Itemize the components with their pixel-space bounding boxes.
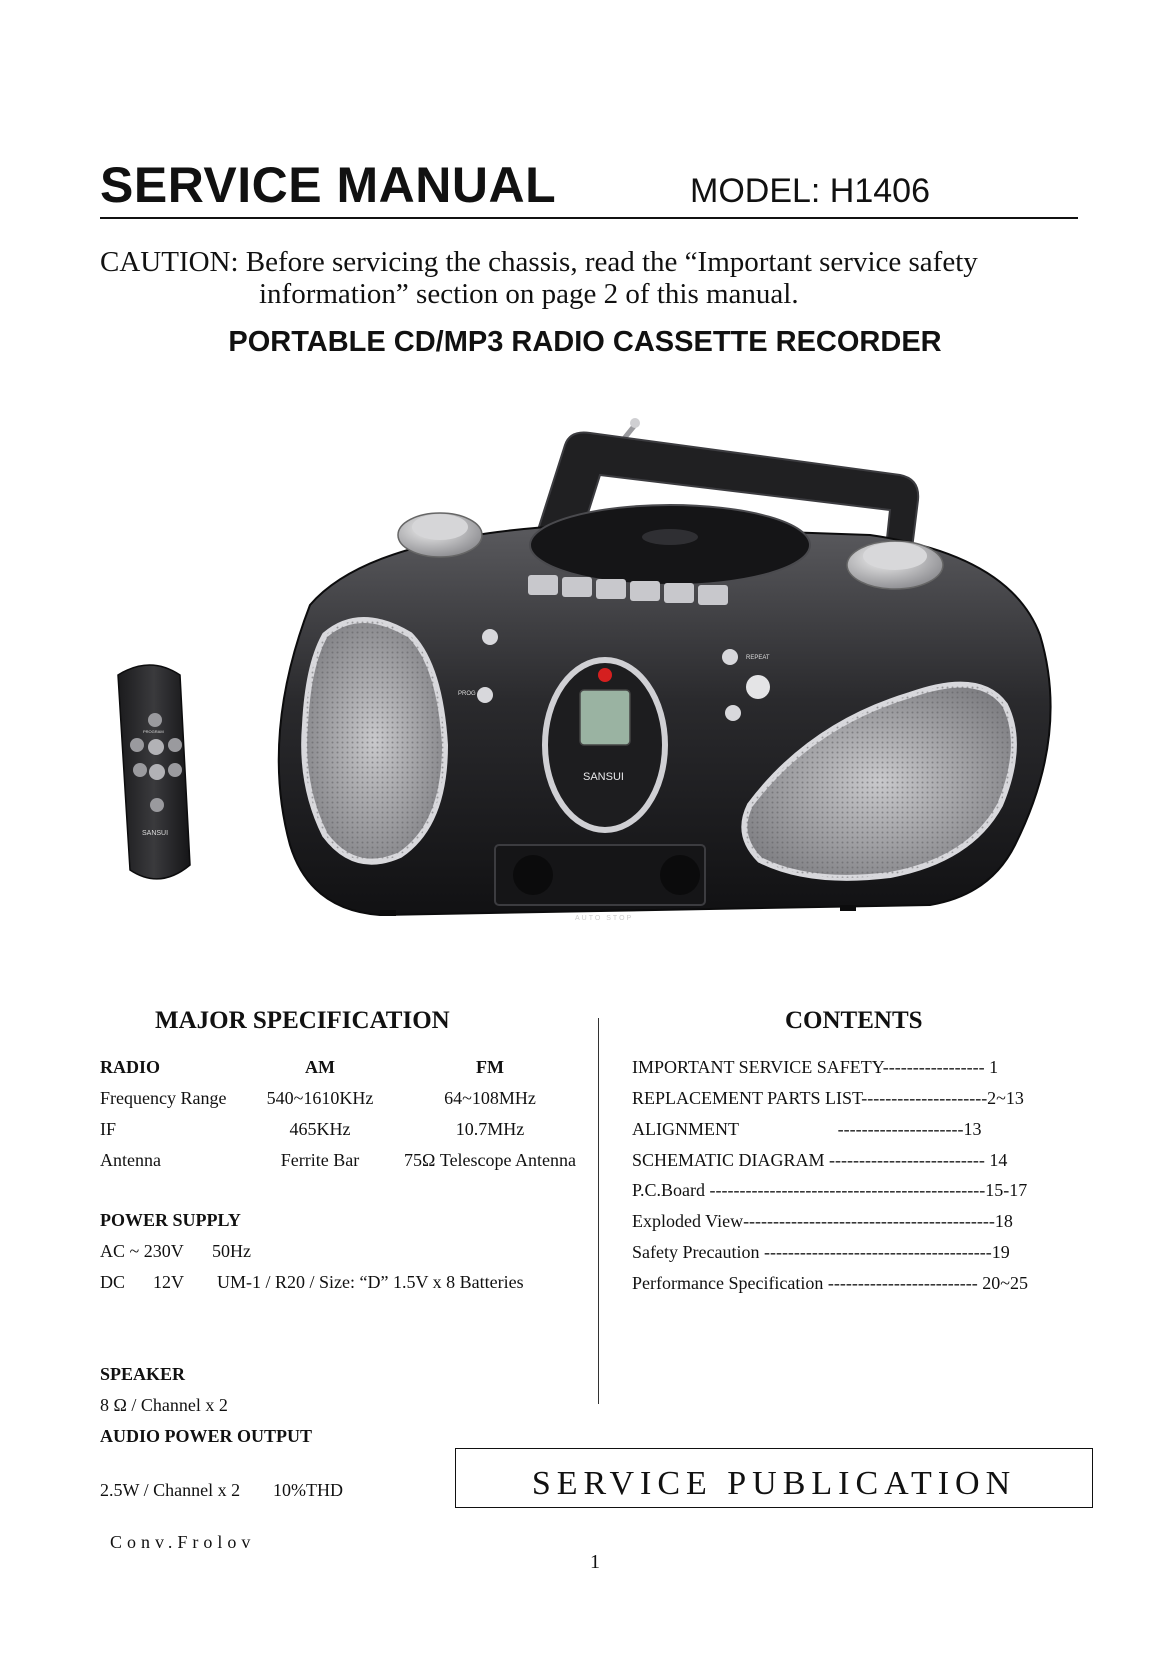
table-row-if-fm: 10.7MHz (455, 1119, 525, 1139)
title-rule (100, 217, 1078, 219)
table-row-if-am: 465KHz (289, 1119, 351, 1139)
dc-batteries: UM-1 / R20 / Size: “D” 1.5V x 8 Batteries (217, 1272, 524, 1292)
table-row-frequency-am: 540~1610KHz (266, 1088, 374, 1108)
radio-col-label: RADIO (100, 1057, 161, 1077)
caution-line-1: CAUTION: Before servicing the chassis, read the “Important service safety (100, 246, 978, 278)
table-row-antenna-label: Antenna (100, 1150, 161, 1170)
converter-credit: Conv.Frolov (110, 1532, 256, 1552)
remote-control (118, 665, 190, 879)
service-publication-label: SERVICE PUBLICATION (531, 1465, 1017, 1502)
table-row-antenna-fm: 75Ω Telescope Antenna (403, 1150, 577, 1170)
repeat-label: REPEAT (746, 655, 770, 661)
caution-line-2: information” section on page 2 of this manual. (259, 278, 799, 310)
auto-stop-label: AUTO STOP (575, 915, 634, 922)
table-row-if-label: IF (100, 1119, 117, 1139)
dc-label: DC (100, 1272, 126, 1292)
list-item: Exploded View------------------------------------------18 (632, 1211, 1013, 1231)
list-item: SCHEMATIC DIAGRAM -------------------------- 14 (632, 1150, 1008, 1170)
page-number: 1 (590, 1551, 600, 1573)
speaker-heading: SPEAKER (100, 1364, 186, 1384)
list-item: Performance Specification ------------------------- 20~25 (632, 1273, 1029, 1293)
contents-heading: CONTENTS (785, 1007, 923, 1034)
prog-label: PROG (458, 691, 476, 697)
remote-program-label: PROGRAM (143, 729, 164, 734)
product-photo (110, 405, 1055, 980)
page-title: SERVICE MANUAL (100, 157, 557, 213)
audio-output-power: 2.5W / Channel x 2 (100, 1480, 241, 1500)
specification-heading: MAJOR SPECIFICATION (155, 1007, 450, 1034)
table-row-antenna-am: Ferrite Bar (280, 1150, 360, 1170)
remote-brand-label: SANSUI (142, 830, 169, 837)
power-supply-heading: POWER SUPPLY (100, 1210, 241, 1230)
brand-label: SANSUI (583, 771, 624, 783)
audio-output-thd: 10%THD (273, 1480, 343, 1500)
speaker-value: 8 Ω / Channel x 2 (100, 1395, 228, 1415)
table-row-frequency-fm: 64~108MHz (444, 1088, 536, 1108)
table-row-frequency-label: Frequency Range (100, 1088, 227, 1108)
model-number: MODEL: H1406 (690, 172, 930, 210)
list-item: P.C.Board ----------------------------------------------15-17 (632, 1180, 1028, 1200)
radio-am-header: AM (305, 1057, 335, 1077)
lcd-display (580, 690, 630, 745)
list-item: REPLACEMENT PARTS LIST---------------------2~13 (632, 1088, 1024, 1108)
dc-voltage: 12V (153, 1272, 184, 1292)
radio-fm-header: FM (476, 1057, 504, 1077)
list-item: ALIGNMENT ---------------------13 (632, 1119, 982, 1139)
ac-voltage: AC ~ 230V (100, 1241, 184, 1261)
ac-frequency: 50Hz (212, 1241, 251, 1261)
column-divider (598, 1018, 599, 1404)
list-item: Safety Precaution --------------------------------------19 (632, 1242, 1010, 1262)
list-item: IMPORTANT SERVICE SAFETY----------------- 1 (632, 1057, 999, 1077)
product-title: PORTABLE CD/MP3 RADIO CASSETTE RECORDER (228, 326, 942, 358)
audio-output-heading: AUDIO POWER OUTPUT (100, 1426, 313, 1446)
